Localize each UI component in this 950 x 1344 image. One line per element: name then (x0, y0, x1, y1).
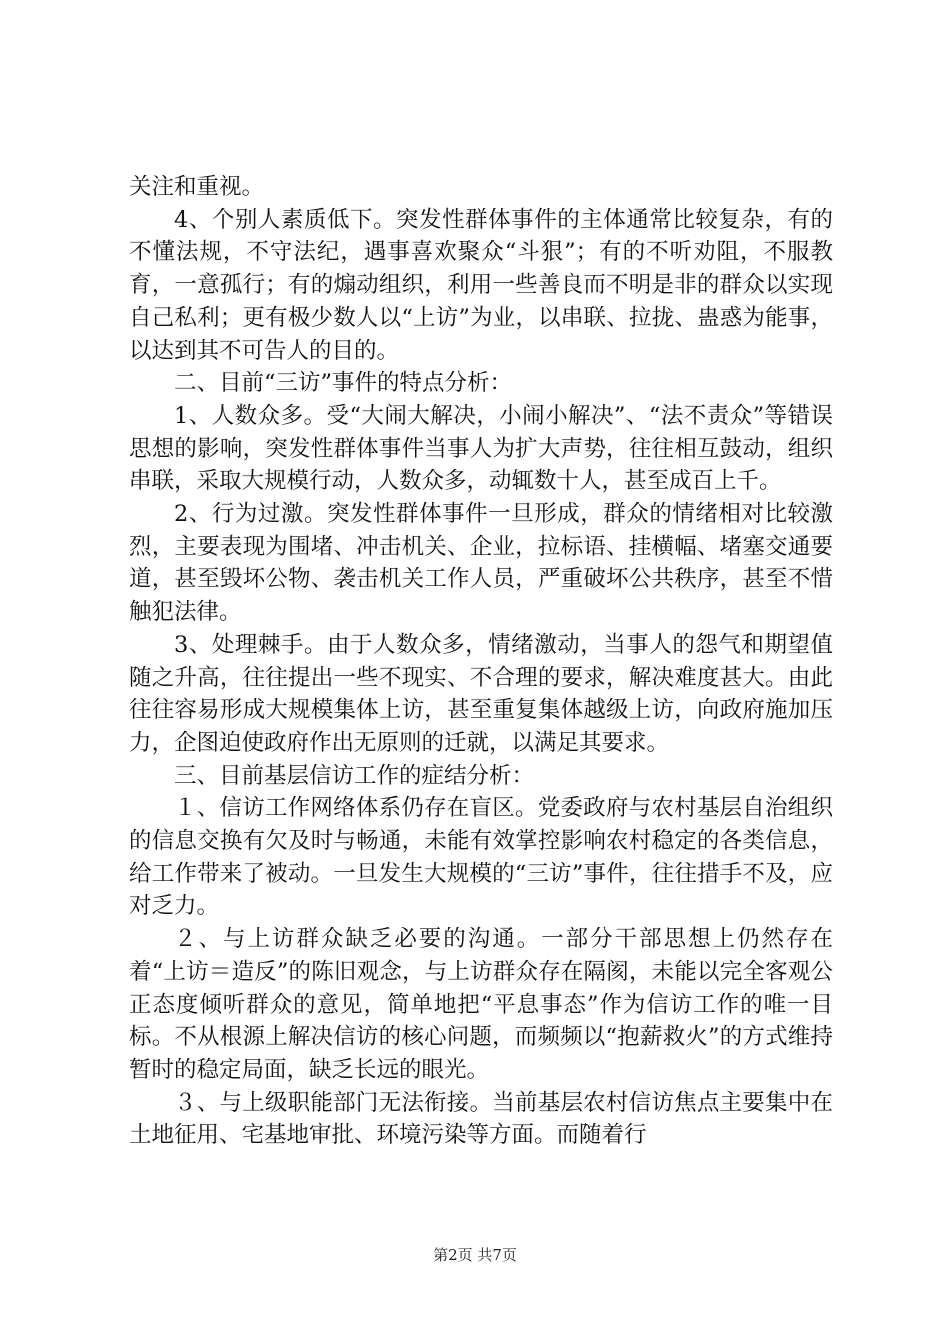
section-heading-2: 二、目前“三访”事件的特点分析： (174, 370, 513, 397)
page-footer (0, 1245, 950, 1265)
paragraph-item-1-network-blind-spot: １、信访工作网络体系仍存在盲区。党委政府与农村基层自治组织的信息交换有欠及时与畅通，未能有效掌控影响农村稳定的各类信息，给工作带来了被动。一旦发生大规模的“三访”事件，往往措手不及，应对乏力。 (129, 795, 833, 920)
paragraph-continuation: 关注和重视。 (129, 174, 265, 200)
page-number-label: 第2页 共7页 (433, 1246, 517, 1264)
document-body (129, 171, 833, 1152)
section-heading-3: 三、目前基层信访工作的症结分析： (174, 762, 535, 789)
paragraph-item-4-low-quality: 4、个别人素质低下。突发性群体事件的主体通常比较复杂，有的不懂法规，不守法纪，遇事喜欢聚众“斗狠”；有的不听劝阻，不服教育，一意孤行；有的煽动组织，利用一些善良而不明是非的群众以实现自己私利；更有极少数人以“上访”为业，以串联、拉拢、蛊惑为能事，以达到其不可告人的目的。 (129, 206, 833, 364)
paragraph-item-3-no-coordination: ３、与上级职能部门无法衔接。当前基层农村信访焦点主要集中在土地征用、宅基地审批、环境污染等方面。而随着行 (129, 1089, 833, 1149)
paragraph-item-3-difficult-handling: 3、处理棘手。由于人数众多，情绪激动，当事人的怨气和期望值随之升高，往往提出一些不现实、不合理的要求，解决难度甚大。由此往往容易形成大规模集体上访，甚至重复集体越级上访，向政府施加压力，企图迫使政府作出无原则的迁就，以满足其要求。 (129, 631, 833, 756)
paragraph-item-1-large-numbers: 1、人数众多。受“大闹大解决，小闹小解决”、“法不责众”等错误思想的影响，突发性群体事件当事人为扩大声势，往往相互鼓动，组织串联，采取大规模行动，人数众多，动辄数十人，甚至成百上千。 (129, 402, 833, 495)
paragraph-item-2-excessive-behavior: 2、行为过激。突发性群体事件一旦形成，群众的情绪相对比较激烈，主要表现为围堵、冲击机关、企业，拉标语、挂横幅、堵塞交通要道，甚至毁坏公物、袭击机关工作人员，严重破坏公共秩序，甚至不惜触犯法律。 (129, 501, 833, 626)
paragraph-item-2-lack-of-communication: ２、与上访群众缺乏必要的沟通。一部分干部思想上仍然存在着“上访＝造反”的陈旧观念，与上访群众存在隔阂，未能以完全客观公正态度倾听群众的意见，简单地把“平息事态”作为信访工作的唯一目标。不从根源上解决信访的核心问题，而频频以“抱薪救火”的方式维持暂时的稳定局面，缺乏长远的眼光。 (129, 926, 833, 1083)
